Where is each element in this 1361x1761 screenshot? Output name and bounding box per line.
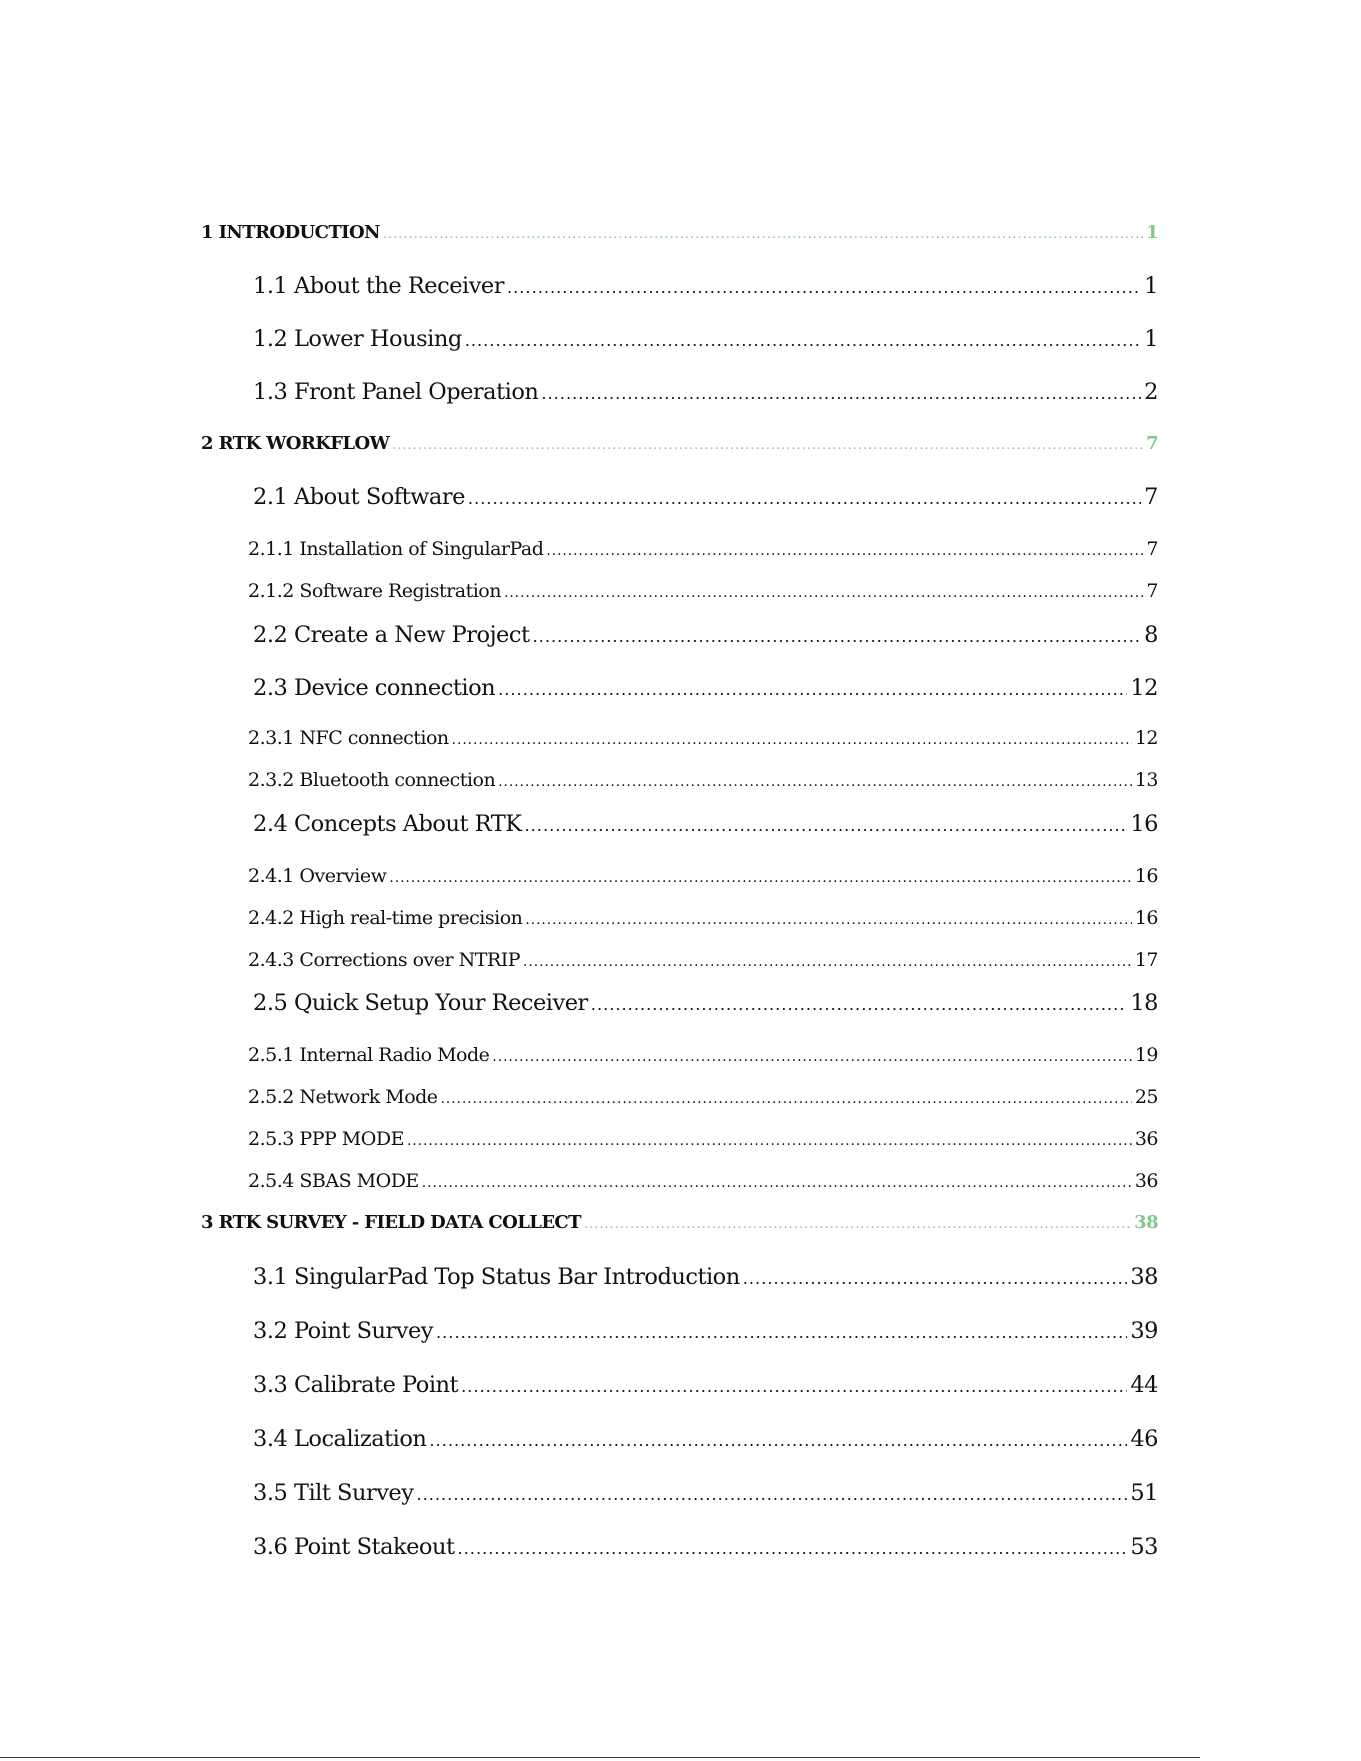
toc-entry-number: 3.6 bbox=[253, 1534, 288, 1560]
toc-entry-page-number: 13 bbox=[1134, 769, 1158, 791]
toc-entry-page-number: 36 bbox=[1134, 1170, 1158, 1192]
toc-entry-label bbox=[253, 675, 495, 701]
dot-leader bbox=[492, 1049, 1131, 1065]
dot-leader bbox=[461, 1377, 1127, 1396]
toc-entry-title: High real-time precision bbox=[299, 907, 523, 929]
toc-entry-label bbox=[248, 727, 449, 749]
toc-entry-page-number: 39 bbox=[1130, 1318, 1158, 1344]
dot-leader bbox=[504, 585, 1143, 601]
toc-entry[interactable] bbox=[248, 865, 1158, 887]
toc-entry-number: 3.3 bbox=[253, 1372, 288, 1398]
dot-leader bbox=[422, 1175, 1132, 1191]
toc-entry-page-number: 1 bbox=[1144, 326, 1158, 352]
toc-entry-page-number: 18 bbox=[1130, 990, 1158, 1016]
toc-entry-page-number: 1 bbox=[1146, 222, 1158, 243]
toc-entry-page-number: 12 bbox=[1130, 675, 1158, 701]
toc-entry-number: 2.3.2 bbox=[248, 769, 294, 791]
toc-entry-page-number: 7 bbox=[1146, 538, 1158, 560]
toc-entry-title: Concepts About RTK bbox=[293, 811, 522, 837]
toc-entry-number: 2.5 bbox=[253, 990, 288, 1016]
toc-entry-number: 2.2 bbox=[253, 622, 288, 648]
toc-entry[interactable] bbox=[253, 326, 1158, 352]
toc-entry-page-number: 7 bbox=[1144, 484, 1158, 510]
toc-entry-title: Point Stakeout bbox=[293, 1534, 455, 1560]
dot-leader bbox=[525, 912, 1131, 928]
toc-entry[interactable] bbox=[201, 222, 1158, 243]
toc-entry-label bbox=[253, 1426, 426, 1452]
toc-entry-title: Calibrate Point bbox=[293, 1372, 459, 1398]
dot-leader bbox=[584, 1217, 1131, 1232]
toc-entry[interactable] bbox=[253, 379, 1158, 405]
toc-entry[interactable] bbox=[253, 1534, 1158, 1560]
toc-entry-title: Localization bbox=[293, 1426, 427, 1452]
toc-entry[interactable] bbox=[248, 1170, 1158, 1192]
toc-entry-title: Device connection bbox=[293, 675, 496, 701]
dot-leader bbox=[546, 543, 1143, 559]
toc-entry-label bbox=[248, 1086, 438, 1108]
toc-entry-page-number: 7 bbox=[1146, 433, 1158, 454]
toc-entry-number: 2.4.2 bbox=[248, 907, 294, 929]
toc-entry-title: Tilt Survey bbox=[293, 1480, 414, 1506]
toc-entry-title: SBAS MODE bbox=[299, 1170, 419, 1192]
toc-entry[interactable] bbox=[248, 1044, 1158, 1066]
toc-entry-label bbox=[248, 580, 501, 602]
toc-entry-title: About the Receiver bbox=[293, 273, 504, 299]
dot-leader bbox=[465, 331, 1141, 350]
toc-entry[interactable] bbox=[201, 433, 1158, 454]
toc-entry-number: 2.4.3 bbox=[248, 949, 294, 971]
toc-entry-title: Software Registration bbox=[299, 580, 501, 602]
dot-leader bbox=[392, 438, 1143, 453]
toc-entry-label bbox=[253, 990, 588, 1016]
toc-entry-number: 2.1 bbox=[253, 484, 288, 510]
toc-entry[interactable] bbox=[253, 1480, 1158, 1506]
dot-leader bbox=[523, 954, 1132, 970]
toc-entry-page-number: 16 bbox=[1134, 865, 1158, 887]
toc-entry-label bbox=[248, 538, 543, 560]
toc-entry-title: Point Survey bbox=[293, 1318, 434, 1344]
dot-leader bbox=[525, 816, 1128, 835]
toc-entry[interactable] bbox=[248, 538, 1158, 560]
dot-leader bbox=[458, 1539, 1128, 1558]
toc-entry-page-number: 8 bbox=[1144, 622, 1158, 648]
dot-leader bbox=[436, 1323, 1127, 1342]
dot-leader bbox=[743, 1269, 1128, 1288]
toc-entry-label bbox=[201, 433, 389, 454]
toc-entry[interactable] bbox=[248, 769, 1158, 791]
toc-entry-title: Create a New Project bbox=[293, 622, 530, 648]
toc-entry-page-number: 1 bbox=[1144, 273, 1158, 299]
toc-entry-title: Overview bbox=[299, 865, 387, 887]
toc-entry-number: 2.4.1 bbox=[248, 865, 294, 887]
toc-entry-page-number: 38 bbox=[1130, 1264, 1158, 1290]
toc-entry-label bbox=[253, 1318, 433, 1344]
toc-entry-number: 2.5.2 bbox=[248, 1086, 294, 1108]
dot-leader bbox=[407, 1133, 1132, 1149]
toc-entry-title: RTK SURVEY - FIELD DATA COLLECT bbox=[218, 1212, 581, 1233]
toc-entry-page-number: 38 bbox=[1134, 1212, 1158, 1233]
toc-entry-number: 2.4 bbox=[253, 811, 288, 837]
toc-entry-number: 3.4 bbox=[253, 1426, 288, 1452]
toc-entry-number: 2.3 bbox=[253, 675, 288, 701]
toc-entry[interactable] bbox=[201, 1212, 1158, 1233]
bottom-rule bbox=[0, 1757, 1200, 1758]
dot-leader bbox=[498, 774, 1132, 790]
toc-entry-title: SingularPad Top Status Bar Introduction bbox=[293, 1264, 740, 1290]
toc-entry-label bbox=[253, 379, 538, 405]
dot-leader bbox=[591, 995, 1128, 1014]
toc-entry[interactable] bbox=[248, 949, 1158, 971]
toc-entry-title: Front Panel Operation bbox=[293, 379, 539, 405]
toc-entry[interactable] bbox=[253, 484, 1158, 510]
toc-entry-number: 2.5.1 bbox=[248, 1044, 294, 1066]
toc-entry-number: 1.2 bbox=[253, 326, 288, 352]
toc-entry-number: 3.5 bbox=[253, 1480, 288, 1506]
dot-leader bbox=[452, 732, 1132, 748]
toc-entry-label bbox=[253, 811, 522, 837]
toc-entry-label bbox=[248, 1128, 404, 1150]
toc-entry-label bbox=[248, 865, 386, 887]
toc-entry-label bbox=[248, 949, 520, 971]
dot-leader bbox=[507, 278, 1141, 297]
toc-entry-label bbox=[201, 1212, 581, 1233]
toc-entry-label bbox=[248, 1044, 489, 1066]
toc-entry-page-number: 36 bbox=[1134, 1128, 1158, 1150]
dot-leader bbox=[429, 1431, 1127, 1450]
toc-entry[interactable] bbox=[248, 907, 1158, 929]
toc-entry-number: 1.3 bbox=[253, 379, 288, 405]
dot-leader bbox=[416, 1485, 1127, 1504]
toc-entry-number: 3.2 bbox=[253, 1318, 288, 1344]
toc-entry-page-number: 44 bbox=[1130, 1372, 1158, 1398]
toc-entry-label bbox=[253, 1534, 455, 1560]
toc-entry-page-number: 19 bbox=[1134, 1044, 1158, 1066]
toc-entry-label bbox=[253, 622, 530, 648]
toc-entry-page-number: 16 bbox=[1130, 811, 1158, 837]
toc-entry-page-number: 7 bbox=[1146, 580, 1158, 602]
toc-entry-label bbox=[248, 1170, 419, 1192]
toc-entry-label bbox=[253, 1480, 413, 1506]
toc-entry-title: Installation of SingularPad bbox=[299, 538, 544, 560]
toc-entry-page-number: 17 bbox=[1134, 949, 1158, 971]
toc-entry-label bbox=[201, 222, 380, 243]
toc-entry-number: 2.1.1 bbox=[248, 538, 294, 560]
toc-entry-page-number: 51 bbox=[1130, 1480, 1158, 1506]
toc-entry-page-number: 16 bbox=[1134, 907, 1158, 929]
toc-entry-label bbox=[253, 326, 462, 352]
toc-entry-number: 2 bbox=[201, 433, 213, 454]
toc-entry-title: Quick Setup Your Receiver bbox=[293, 990, 588, 1016]
toc-entry-title: PPP MODE bbox=[299, 1128, 404, 1150]
dot-leader bbox=[541, 384, 1141, 403]
toc-entry-title: About Software bbox=[293, 484, 465, 510]
dot-leader bbox=[383, 227, 1143, 242]
toc-entry-number: 1 bbox=[201, 222, 213, 243]
toc-entry-page-number: 53 bbox=[1130, 1534, 1158, 1560]
toc-entry-page-number: 2 bbox=[1144, 379, 1158, 405]
toc-entry-title: INTRODUCTION bbox=[218, 222, 380, 243]
toc-entry[interactable] bbox=[253, 273, 1158, 299]
toc-entry[interactable] bbox=[248, 1086, 1158, 1108]
toc-entry-label bbox=[253, 484, 465, 510]
toc-entry-label bbox=[253, 273, 504, 299]
toc-entry[interactable] bbox=[253, 675, 1158, 701]
toc-entry[interactable] bbox=[248, 580, 1158, 602]
dot-leader bbox=[389, 870, 1131, 886]
toc-entry-title: RTK WORKFLOW bbox=[218, 433, 390, 454]
toc-entry[interactable] bbox=[253, 1264, 1158, 1290]
toc-entry-title: Lower Housing bbox=[293, 326, 462, 352]
toc-entry[interactable] bbox=[253, 1318, 1158, 1344]
toc-entry-title: Internal Radio Mode bbox=[299, 1044, 490, 1066]
toc-entry-number: 3 bbox=[201, 1212, 213, 1233]
dot-leader bbox=[498, 680, 1127, 699]
toc-entry[interactable] bbox=[253, 1426, 1158, 1452]
toc-entry-page-number: 12 bbox=[1134, 727, 1158, 749]
toc-entry-label bbox=[248, 907, 522, 929]
toc-entry-number: 3.1 bbox=[253, 1264, 288, 1290]
toc-entry-label bbox=[253, 1264, 740, 1290]
toc-entry-number: 2.1.2 bbox=[248, 580, 294, 602]
toc-entry[interactable] bbox=[253, 1372, 1158, 1398]
toc-entry[interactable] bbox=[253, 811, 1158, 837]
dot-leader bbox=[533, 627, 1142, 646]
toc-entry[interactable] bbox=[248, 1128, 1158, 1150]
toc-entry-label bbox=[248, 769, 495, 791]
toc-entry-page-number: 46 bbox=[1130, 1426, 1158, 1452]
toc-entry-number: 1.1 bbox=[253, 273, 288, 299]
toc-entry-title: Network Mode bbox=[299, 1086, 438, 1108]
dot-leader bbox=[468, 489, 1141, 508]
toc-entry[interactable] bbox=[253, 990, 1158, 1016]
toc-entry-title: Corrections over NTRIP bbox=[299, 949, 521, 971]
toc-entry-number: 2.5.4 bbox=[248, 1170, 294, 1192]
dot-leader bbox=[441, 1091, 1132, 1107]
toc-entry-label bbox=[253, 1372, 458, 1398]
toc-entry-title: NFC connection bbox=[299, 727, 449, 749]
toc-entry-number: 2.3.1 bbox=[248, 727, 294, 749]
toc-entry[interactable] bbox=[248, 727, 1158, 749]
toc-entry-page-number: 25 bbox=[1134, 1086, 1158, 1108]
toc-entry-title: Bluetooth connection bbox=[299, 769, 496, 791]
toc-entry-number: 2.5.3 bbox=[248, 1128, 294, 1150]
toc-entry[interactable] bbox=[253, 622, 1158, 648]
